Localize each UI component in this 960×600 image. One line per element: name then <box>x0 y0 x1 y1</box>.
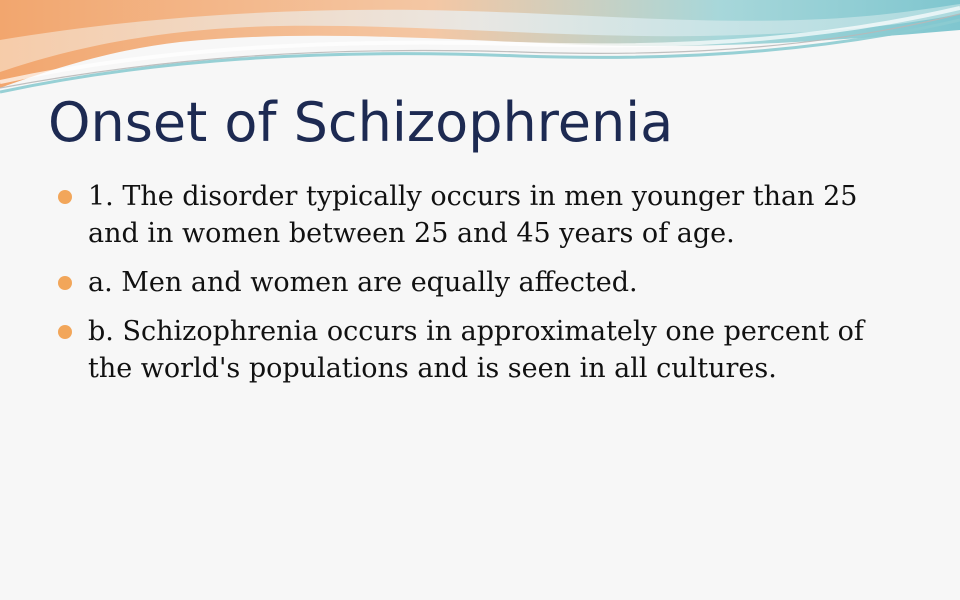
bullet-dot-icon <box>58 325 72 339</box>
bullet-dot-icon <box>58 276 72 290</box>
slide-title: Onset of Schizophrenia <box>48 91 674 154</box>
bullet-item <box>56 178 916 252</box>
bullet-text: b. Schizophrenia occurs in approximately one percent of the world's populations and is seen in all cultures. <box>88 316 864 384</box>
bullet-item <box>56 264 916 301</box>
bullet-text: 1. The disorder typically occurs in men younger than 25 and in women between 25 and 45 years of age. <box>88 181 858 249</box>
bullet-text: a. Men and women are equally affected. <box>88 267 638 298</box>
bullet-list <box>56 178 916 399</box>
bullet-dot-icon <box>58 190 72 204</box>
bullet-item <box>56 313 916 387</box>
